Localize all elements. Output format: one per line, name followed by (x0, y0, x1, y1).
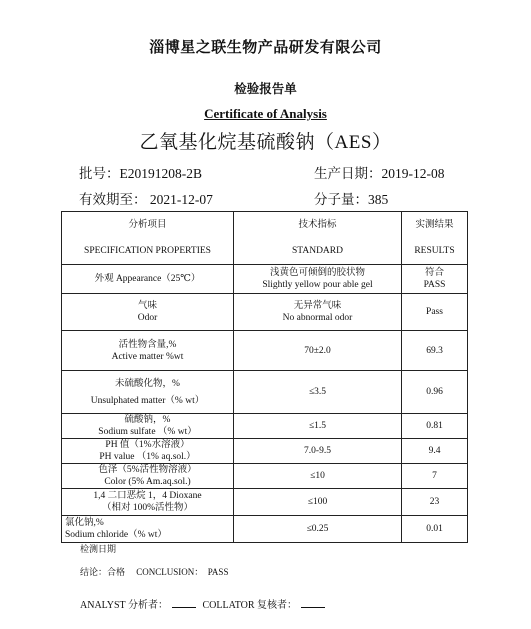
result-cn: 23 (429, 497, 440, 507)
item-cell (62, 294, 234, 331)
header-standard-en: STANDARD (292, 246, 343, 256)
result-cn: Pass (426, 307, 443, 317)
conclusion-line: 结论：合格 CONCLUSION： PASS (80, 567, 229, 577)
item-cn: PH 值（1%水溶液） (105, 440, 190, 450)
production-date: 生产日期：2019-12-08 (314, 166, 445, 181)
item-en: Odor (137, 313, 158, 323)
item-cn: 外观 Appearance（25℃） (94, 274, 201, 284)
header-item (62, 212, 234, 265)
item-en: Sodium sulfate （% wt） (98, 427, 197, 437)
molecular-weight: 分子量：385 (314, 192, 389, 207)
result-cell (402, 439, 468, 464)
item-cell (62, 265, 234, 294)
item-en: Sodium chloride（% wt） (65, 530, 167, 540)
result-cell (402, 489, 468, 516)
result-cell (402, 294, 468, 331)
product-name: 乙氧基化烷基硫酸钠（AES） (139, 132, 392, 153)
item-en: Active matter %wt (111, 351, 184, 362)
result-cn: 符合 (424, 268, 444, 278)
table-row (62, 489, 468, 516)
header-item-cn: 分析项目 (128, 220, 167, 230)
result-en: PASS (423, 280, 446, 290)
header-result (402, 212, 468, 265)
item-cell (62, 489, 234, 516)
result-cn: 9.4 (428, 446, 441, 456)
standard-cell (234, 265, 402, 294)
result-cell (402, 331, 468, 371)
result-cn: 0.96 (426, 387, 443, 397)
table-header-row (62, 212, 468, 265)
result-cell (402, 371, 468, 414)
item-cn: 色泽（5%活性物溶液） (98, 465, 197, 475)
item-cn: 未硫酸化物，% (115, 378, 180, 389)
header-result-en: RESULTS (414, 246, 455, 256)
standard-cell (234, 294, 402, 331)
standard-cn: 7.0-9.5 (304, 446, 331, 456)
table-row (62, 294, 468, 331)
standard-cell (234, 464, 402, 489)
item-cn: 氯化钠,% (65, 518, 104, 528)
collator-label: COLLATOR 复核者： (202, 600, 298, 611)
analyst-label: ANALYST 分析者： (80, 600, 168, 611)
table-row (62, 371, 468, 414)
result-cell (402, 265, 468, 294)
item-en: （相对 100%活性物） (101, 503, 194, 513)
batch-number: 批号：E20191208-2B (79, 166, 202, 181)
item-cell (62, 439, 234, 464)
table-row (62, 439, 468, 464)
standard-cn: 70±2.0 (304, 345, 331, 356)
item-cell (62, 371, 234, 414)
standard-cell (234, 331, 402, 371)
item-cn: 1,4 二口恶烷 1，4 Dioxane (93, 491, 202, 501)
item-cn: 气味 (137, 301, 157, 311)
standard-cell (234, 371, 402, 414)
standard-cn: ≤1.5 (308, 421, 327, 431)
item-cell (62, 464, 234, 489)
company-name: 淄博星之联生物产品研发有限公司 (149, 38, 382, 56)
standard-en: Slightly yellow pour able gel (262, 280, 373, 290)
result-cn: 7 (432, 471, 437, 481)
item-en: Unsulphated matter（% wt） (90, 395, 205, 406)
standard-cell (234, 516, 402, 543)
result-cn: 0.81 (426, 421, 443, 431)
result-cn: 69.3 (426, 345, 443, 356)
standard-cn: ≤0.25 (306, 524, 329, 534)
standard-cn: ≤3.5 (308, 387, 327, 397)
standard-cn: 浅黄色可倾倒的胶状物 (269, 268, 365, 278)
report-title: 检验报告单 (234, 81, 297, 96)
table-row (62, 516, 468, 543)
analyst-signature-field[interactable] (172, 607, 196, 608)
signature-line (80, 596, 329, 611)
item-en: Color (5% Am.aq.sol.) (104, 477, 191, 487)
analysis-table (61, 211, 468, 543)
standard-cn: ≤10 (310, 471, 325, 481)
table-row (62, 331, 468, 371)
item-cell (62, 414, 234, 439)
standard-en: No abnormal odor (282, 313, 353, 323)
table-row (62, 464, 468, 489)
item-cell (62, 516, 234, 543)
table-row (62, 265, 468, 294)
result-cell (402, 516, 468, 543)
table-row (62, 414, 468, 439)
expiry-date: 有效期至： 2021-12-07 (79, 192, 213, 207)
header-standard-cn: 技术指标 (298, 220, 337, 230)
result-cell (402, 464, 468, 489)
item-cn: 活性物含量,% (118, 339, 177, 350)
result-cell (402, 414, 468, 439)
standard-cn: ≤100 (307, 497, 328, 507)
inspection-date-label: 检测日期 (80, 544, 117, 554)
header-result-cn: 实测结果 (415, 220, 454, 230)
standard-cell (234, 439, 402, 464)
standard-cell (234, 414, 402, 439)
certificate-title: Certificate of Analysis (204, 106, 327, 121)
result-cn: 0.01 (426, 524, 443, 534)
standard-cn: 无异常气味 (293, 301, 342, 311)
item-cn: 硫酸钠，% (124, 415, 171, 425)
item-cell (62, 331, 234, 371)
header-item-en: SPECIFICATION PROPERTIES (84, 246, 211, 256)
standard-cell (234, 489, 402, 516)
item-en: PH value （1% aq.sol.） (99, 452, 196, 462)
header-standard (234, 212, 402, 265)
collator-signature-field[interactable] (301, 607, 325, 608)
